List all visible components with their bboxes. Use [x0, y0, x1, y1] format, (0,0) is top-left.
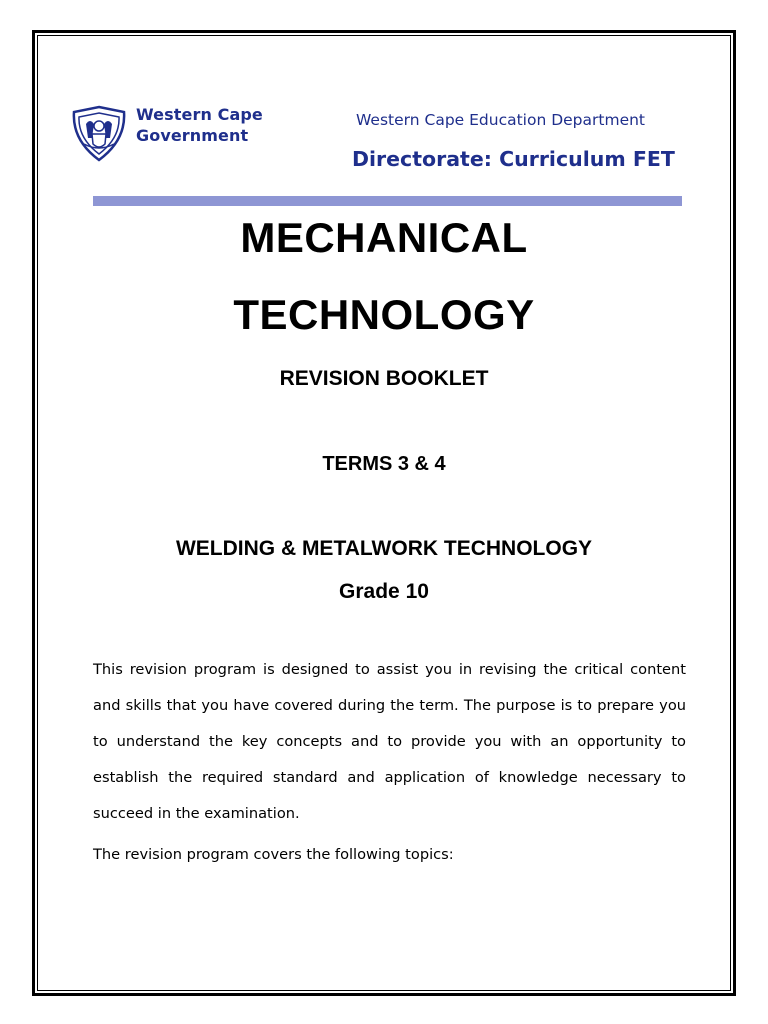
- directorate-name: Directorate: Curriculum FET: [352, 147, 675, 171]
- logo-line-2: Government: [136, 126, 249, 145]
- topics-intro: The revision program covers the following topics:: [93, 846, 454, 863]
- coat-of-arms-icon: [68, 104, 130, 164]
- department-name: Western Cape Education Department: [356, 111, 646, 129]
- topic-heading: WELDING & METALWORK TECHNOLOGY: [175, 537, 593, 560]
- title-line-1: MECHANICAL: [240, 214, 528, 261]
- terms-heading: TERMS 3 & 4: [322, 453, 446, 475]
- logo-line-1: Western Cape: [136, 105, 263, 124]
- wcg-logo: [68, 104, 278, 164]
- subtitle: REVISION BOOKLET: [279, 367, 489, 390]
- logo-wordmark: [136, 104, 263, 146]
- header-divider: [93, 196, 682, 206]
- title-line-2: TECHNOLOGY: [233, 291, 535, 338]
- intro-paragraph: This revision program is designed to assist you in revising the critical content and skills that you have covered during the term. The purpose is to prepare you to understand the key concepts and to provide you with an opportunity to establish the required standard and application of knowledge necessary to succeed in the examination.: [93, 661, 686, 822]
- grade-heading: Grade 10: [339, 580, 429, 603]
